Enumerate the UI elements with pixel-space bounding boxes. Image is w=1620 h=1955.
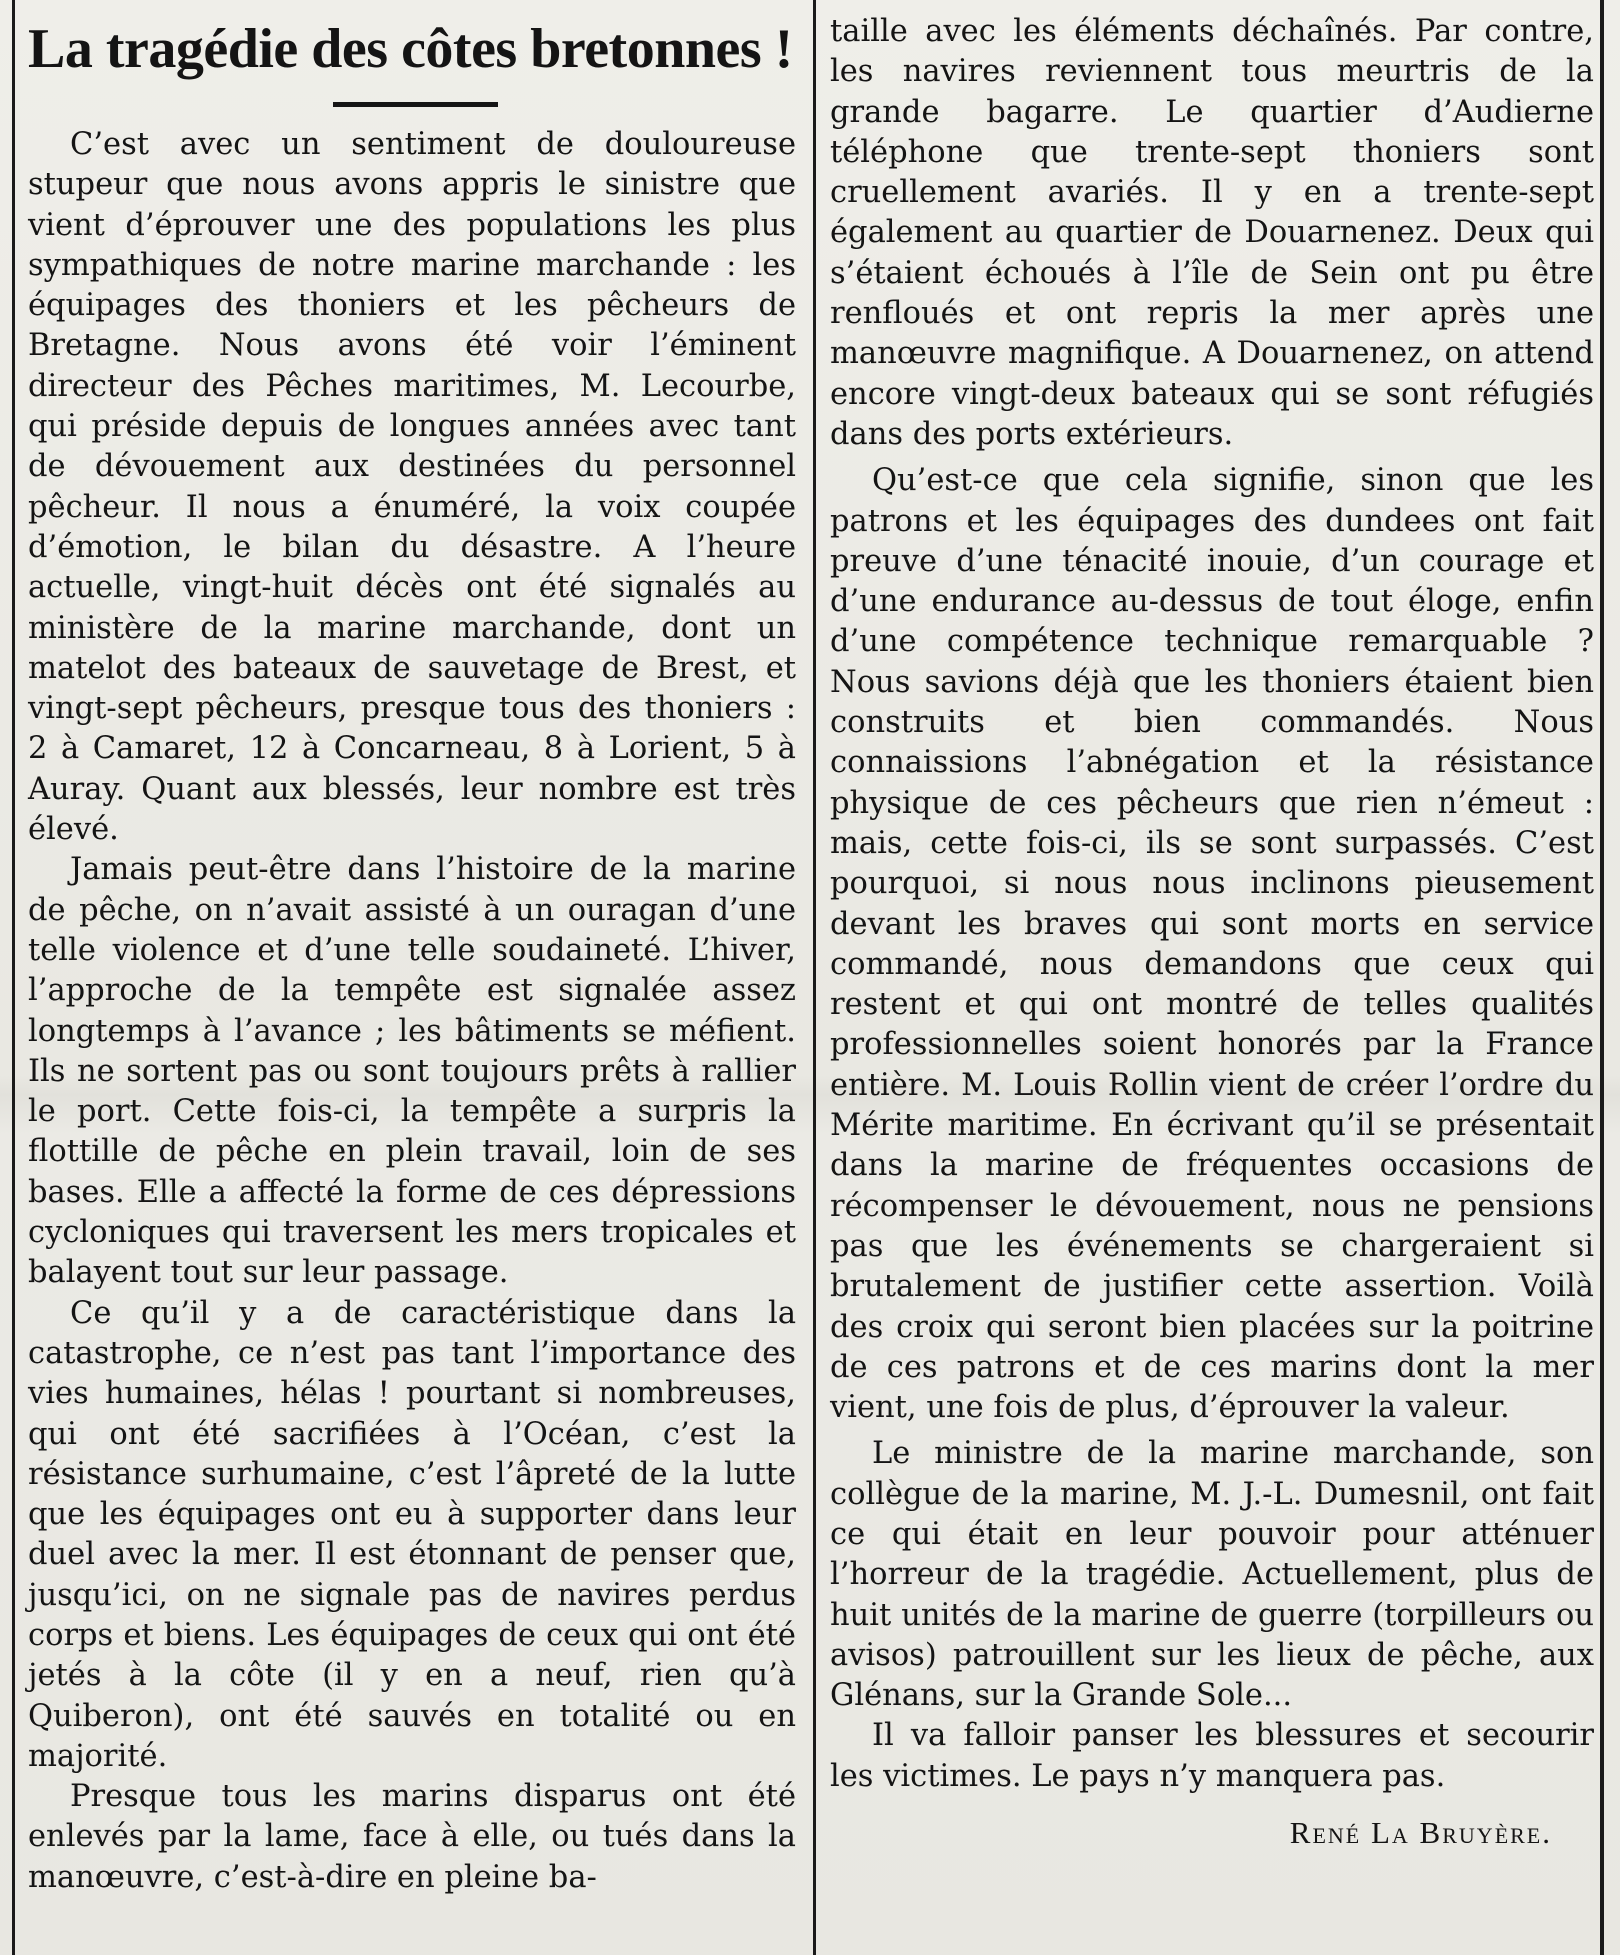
article-paragraph-6: Le ministre de la marine marchande, son collègue de la marine, M. J.-L. Dumesnil, ont fait ce qui était en leur pouvoir pour atténuer l’horreur de la tragédie. Actuellement, plus de huit unités de la marine de guerre (torpilleurs ou avisos) patrouillent sur les lieux de pêche, aux Glénans, sur la Grande Sole... xyxy=(830,1436,1594,1714)
article-column-left xyxy=(28,12,796,1898)
article-column-right xyxy=(830,12,1594,1851)
author-signature: René La Bruyère. xyxy=(1289,1815,1552,1851)
left-column-rule xyxy=(12,0,15,1955)
headline-dash xyxy=(333,102,498,107)
column-divider-rule xyxy=(813,0,816,1955)
article-paragraph-4-start: Presque tous les marins disparus ont été enlevés par la lame, face à elle, ou tués dans la manœuvre, c’est-à-dire en pleine ba- xyxy=(28,1779,796,1895)
article-paragraph-2: Jamais peut-être dans l’histoire de la marine de pêche, on n’avait assisté à un ouragan d’une telle violence et d’une telle soudaineté. L’hiver, l’approche de la tempête est signalée assez longtemps à l’avance ; les bâtiments se méfient. Ils ne sortent pas ou sont toujours prêts à rallier le port. Cette fois-ci, la tempête a surpris la flottille de pêche en plein travail, loin de ses bases. Elle a affecté la forme de ces dépressions cycloniques qui traversent les mers tropicales et balayent tout sur leur passage. xyxy=(28,852,796,1291)
article-paragraph-7: Il va falloir panser les blessures et secourir les victimes. Le pays n’y manquera pas. xyxy=(830,1718,1594,1794)
article-paragraph-3: Ce qu’il y a de caractéristique dans la catastrophe, ce n’est pas tant l’importance des vies humaines, hélas ! pourtant si nombreuses, qui ont été sacrifiées à l’Océan, c’est la résistance surhumaine, c’est l’âpreté de la lutte que les équipages ont eu à supporter dans leur duel avec la mer. Il est étonnant de penser que, jusqu’ici, on ne signale pas de navires perdus corps et biens. Les équipages de ceux qui ont été jetés à la côte (il y en a neuf, rien qu’à Quiberon), ont été sauvés en totalité ou en majorité. xyxy=(28,1295,796,1774)
article-paragraph-4-continued: taille avec les éléments déchaînés. Par contre, les navires reviennent tous meurtris de la grande bagarre. Le quartier d’Audierne téléphone que trente-sept thoniers sont cruellement avariés. Il y en a trente-sept également au quartier de Douarnenez. Deux qui s’étaient échoués à l’île de Sein ont pu être renfloués et ont repris la mer après une manœuvre magnifique. A Douarnenez, on attend encore vingt-deux bateaux qui se sont réfugiés dans des ports extérieurs. xyxy=(830,14,1594,452)
article-headline: La tragédie des côtes bretonnes ! xyxy=(28,18,793,80)
article-paragraph-5: Qu’est-ce que cela signifie, sinon que les patrons et les équipages des dundees ont fait preuve d’une ténacité inouie, d’un courage et d’une endurance au-dessus de tout éloge, enfin d’une compétence technique remarquable ? Nous savions déjà que les thoniers étaient bien construits et bien commandés. Nous connaissions l’abnégation et la résistance physique de ces pêcheurs que rien n’émeut : mais, cette fois-ci, ils se sont surpassés. C’est pourquoi, si nous nous inclinons pieusement devant les braves qui sont morts en service commandé, nous demandons que ceux qui restent et qui ont montré de telles qualités professionnelles soient honorés par la France entière. M. Louis Rollin vient de créer l’ordre du Mérite maritime. En écrivant qu’il se présentait dans la marine de fréquentes occasions de récompenser le dévouement, nous ne pensions pas que les événements se chargeraient si brutalement de justifier cette assertion. Voilà des croix qui seront bien placées sur la poitrine de ces patrons et de ces marins dont la mer vient, une fois de plus, d’éprouver la valeur. xyxy=(830,463,1594,1426)
right-column-rule xyxy=(1600,0,1604,1955)
article-paragraph-1: C’est avec un sentiment de douloureuse stupeur que nous avons appris le sinistre que vient d’éprouver une des populations les plus sympathiques de notre marine marchande : les équipages des thoniers et les pêcheurs de Bretagne. Nous avons été voir l’éminent directeur des Pêches maritimes, M. Lecourbe, qui préside depuis de longues années avec tant de dévouement aux destinées du personnel pêcheur. Il nous a énuméré, la voix coupée d’émotion, le bilan du désastre. A l’heure actuelle, vingt-huit décès ont été signalés au ministère de la marine marchande, dont un matelot des bateaux de sauvetage de Brest, et vingt-sept pêcheurs, presque tous des thoniers : 2 à Camaret, 12 à Concarneau, 8 à Lorient, 5 à Auray. Quant aux blessés, leur nombre est très élevé. xyxy=(28,127,796,848)
